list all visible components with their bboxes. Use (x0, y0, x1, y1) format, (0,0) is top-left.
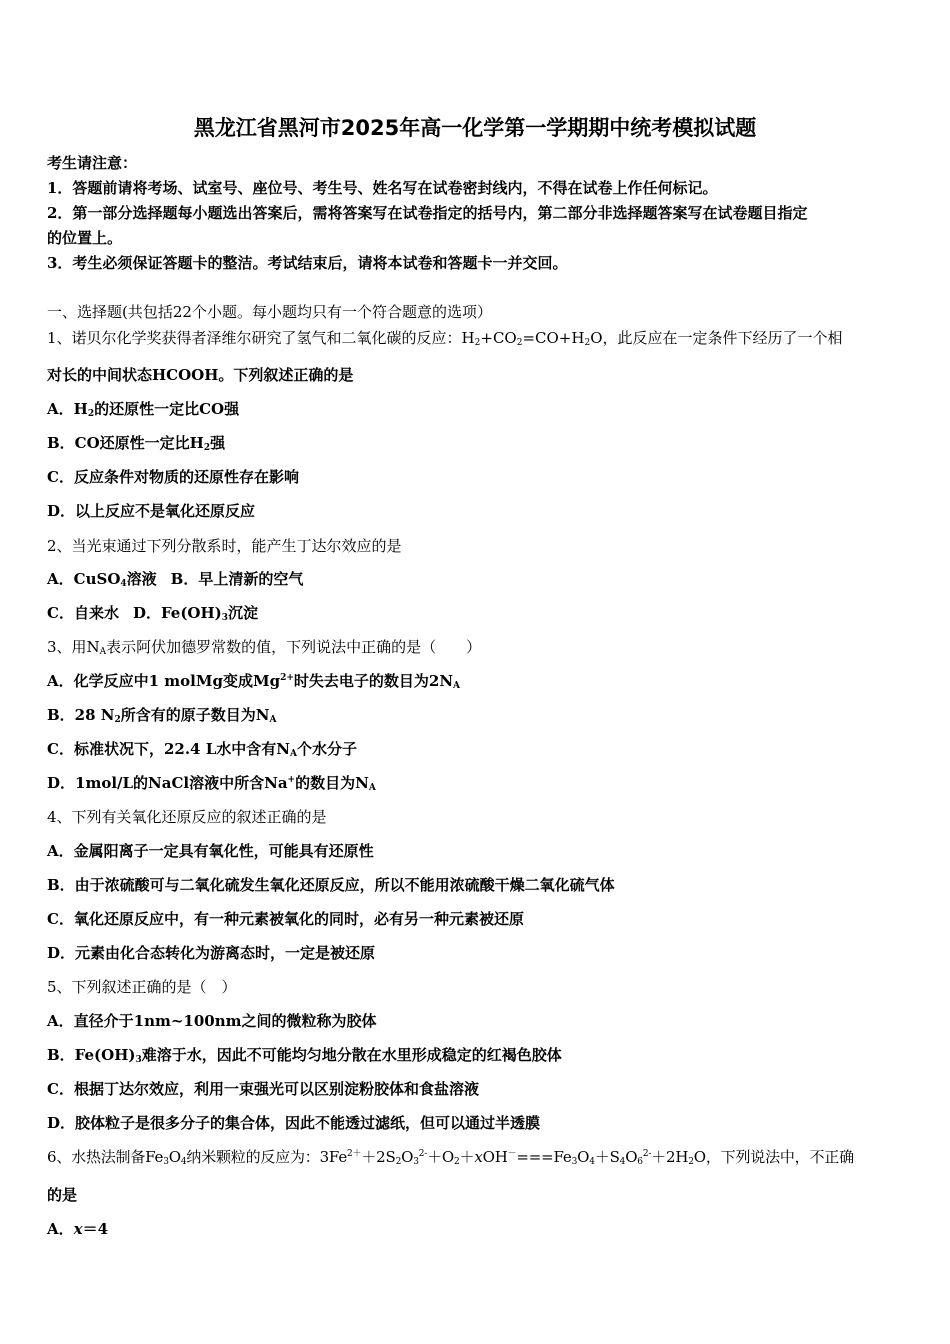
page-title: 黑龙江省黑河市2025年高一化学第一学期期中统考模拟试题 (193, 116, 757, 140)
question-5-stem: 5、下列叙述正确的是（ ） (47, 978, 237, 996)
section-header: 一、选择题(共包括22个小题。每小题均只有一个符合题意的选项） (47, 303, 492, 321)
option-a: A．金属阳离子一定具有氧化性，可能具有还原性 (47, 842, 374, 860)
option-c: C．反应条件对物质的还原性存在影响 (47, 468, 299, 486)
option-a: A．$H_2$的还原性一定比CO强 (47, 400, 240, 419)
option-d: D．以上反应不是氧化还原反应 (47, 502, 256, 520)
option-b: B．28 $N_2$所含有的原子数目为$N_A$ (47, 706, 277, 725)
option-c: C．标准状况下，22.4 L水中含有$N_A$个水分子 (47, 740, 357, 759)
notice-item: 的位置上。 (47, 229, 123, 247)
option-a: A．化学反应中1 molMg变成$Mg^{2+}$时失去电子的数目为$2N_A$ (47, 672, 461, 691)
notice-item: 1．答题前请将考场、试室号、座位号、考生号、姓名写在试卷密封线内，不得在试卷上作任何标记。 (47, 179, 718, 197)
option-b: B．$Fe(OH)_3$难溶于水，因此不可能均匀地分散在水里形成稳定的红褐色胶体 (47, 1046, 562, 1065)
question-3-stem: 3、用$N_A$表示阿伏加德罗常数的值，下列说法中正确的是（ ） (47, 638, 482, 657)
notice-item: 2．第一部分选择题每小题选出答案后，需将答案写在试卷指定的括号内，第二部分非选择题答案写在试卷题目指定 (47, 204, 808, 222)
option-c: C．根据丁达尔效应，利用一束强光可以区别淀粉胶体和食盐溶液 (47, 1080, 479, 1098)
option-a: A．x＝4 (47, 1220, 109, 1238)
question-6-stem: 6、水热法制备$Fe_3O_4$纳米颗粒的反应为：$3Fe^{2+}+2S_2O_3^{2-}+O_2+xOH^-===Fe_3O_4+S_4O_6^{2-}+2H_2O$，下列说法中，不正确 (47, 1148, 854, 1167)
option-b: B．早上清新的空气 (170, 570, 304, 588)
option-c: C．氧化还原反应中，有一种元素被氧化的同时，必有另一种元素被还原 (47, 910, 524, 928)
question-4-stem: 4、下列有关氧化还原反应的叙述正确的是 (47, 808, 327, 826)
option-a: A．直径介于1nm~100nm之间的微粒称为胶体 (47, 1012, 377, 1030)
question-1-stem: 1、诺贝尔化学奖获得者泽维尔研究了氢气和二氧化碳的反应：$H_2+CO_2=CO+H_2O$，此反应在一定条件下经历了一个相 (47, 329, 843, 348)
notice-header: 考生请注意： (47, 154, 138, 172)
option-d: D．1mol/L的NaCl溶液中所含Na+的数目为$N_A$ (47, 774, 376, 793)
question-2-stem: 2、当光束通过下列分散系时，能产生丁达尔效应的是 (47, 537, 402, 555)
option-b: B．由于浓硫酸可与二氧化硫发生氧化还原反应，所以不能用浓硫酸干燥二氧化硫气体 (47, 876, 615, 894)
option-c: C．自来水 (47, 604, 119, 622)
option-b: B．CO还原性一定比$H_2$强 (47, 434, 226, 453)
option-d: D．$Fe(OH)_3$沉淀 (132, 604, 259, 623)
options-c-d (47, 602, 258, 623)
notice-item: 3．考生必须保证答题卡的整洁。考试结束后，请将本试卷和答题卡一并交回。 (47, 254, 568, 272)
option-d: D．胶体粒子是很多分子的集合体，因此不能透过滤纸，但可以通过半透膜 (47, 1114, 541, 1132)
question-6-stem-line2: 的是 (47, 1186, 78, 1204)
option-d: D．元素由化合态转化为游离态时，一定是被还原 (47, 944, 376, 962)
options-a-b (47, 568, 303, 589)
question-1-stem-line2: 对长的中间状态HCOOH。下列叙述正确的是 (47, 366, 354, 384)
option-a: A．CuSO$_4$溶液 (47, 570, 157, 589)
